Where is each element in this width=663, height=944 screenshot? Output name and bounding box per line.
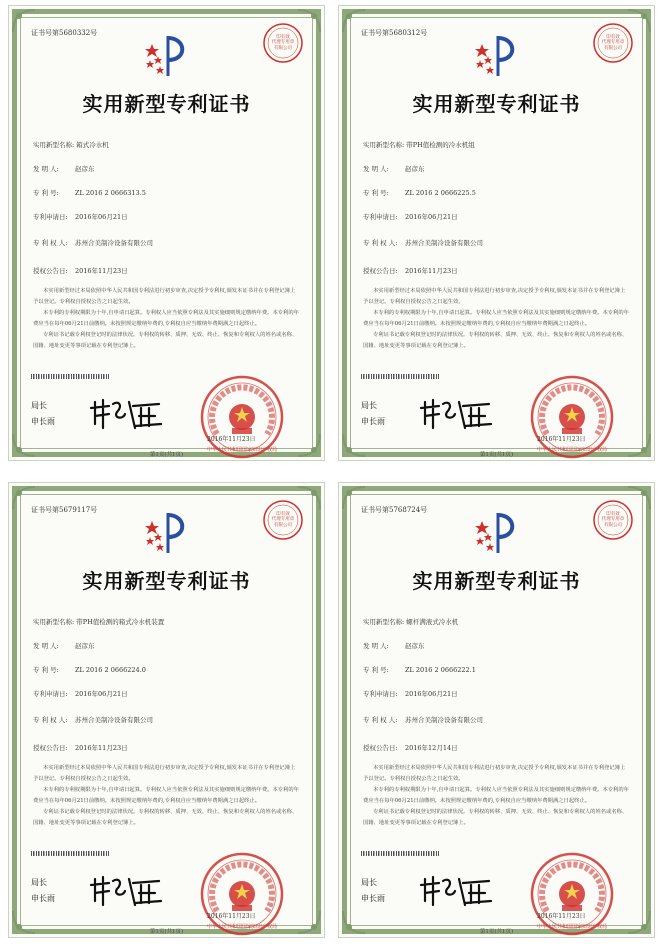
director-title: 局长	[31, 878, 47, 887]
body-paragraph: 专利证书记载专利权登记时的法律状况。专利权的转移、质押、无效、终止、恢复和专利权人的姓名或名称、国籍、地址变更等事项记载在专利登记簿上。	[33, 809, 298, 826]
seal-text: 中华人民共和国国家知识产权局	[536, 923, 607, 930]
director-title: 局长	[361, 401, 377, 410]
field-label: 专利申请日:	[363, 690, 398, 698]
field-label: 授权公告日:	[363, 744, 398, 752]
utility-model-name-row	[33, 140, 109, 149]
agency-stamp-line: 代理专用章	[601, 517, 625, 523]
cnipa-logo-icon	[472, 509, 522, 557]
certificate-number: 证书号第5768724号	[361, 506, 428, 514]
grant-date-row	[363, 743, 458, 752]
grant-date: 2016年11月23日	[75, 267, 128, 275]
patent-certificate	[338, 482, 655, 938]
field-label: 专 利 号:	[363, 666, 389, 674]
inventor-name: 赵彦东	[405, 642, 425, 650]
body-paragraph: 本专利的专利权期限为十年,自申请日起算。专利权人应当依照专利法及其实施细则规定缴纳年费。本专利的年费应当在每年06月21日前缴纳。未按照规定缴纳年费的,专利权自应当缴纳年费期满之日起终止。	[363, 787, 629, 804]
filing-date-row	[363, 212, 458, 221]
agency-stamp	[592, 22, 634, 64]
page-number: 第1页(共1页)	[479, 929, 514, 935]
grant-date-row	[363, 266, 458, 275]
certificate-title: 实用新型专利证书	[82, 569, 251, 593]
agency-stamp-line: 代理专用章	[271, 40, 295, 46]
certificate-number: 证书号第5679117号	[31, 506, 98, 514]
body-paragraph: 专利证书记载专利权登记时的法律状况。专利权的转移、质押、无效、终止、恢复和专利权人的姓名或名称、国籍、地址变更等事项记载在专利登记簿上。	[363, 332, 628, 349]
agency-stamp-line: 有限公司	[604, 45, 622, 51]
official-seal-icon	[199, 374, 285, 460]
utility-model-name: 带PH值检测的箱式冷水机装置	[76, 618, 165, 626]
director-name: 申长雨	[31, 417, 55, 426]
agency-stamp-line: 有限公司	[274, 522, 292, 528]
director-name: 申长雨	[361, 417, 385, 426]
inventor-name: 赵彦东	[75, 642, 95, 650]
seal-text: 中华人民共和国国家知识产权局	[206, 446, 277, 453]
barcode-icon	[31, 851, 109, 856]
director-title: 局长	[361, 878, 377, 887]
grant-date: 2016年12月14日	[405, 744, 458, 752]
field-label: 专 利 号:	[33, 666, 59, 674]
field-label: 实用新型名称:	[363, 141, 405, 149]
certificate-number: 证书号第5680312号	[361, 29, 428, 37]
official-seal-icon	[529, 851, 615, 937]
utility-model-name: 螺杆满液式冷水机	[406, 618, 459, 626]
body-paragraph: 本专利的专利权期限为十年,自申请日起算。专利权人应当依照专利法及其实施细则规定缴纳年费。本专利的年费应当在每年06月21日前缴纳。未按照规定缴纳年费的,专利权自应当缴纳年费期满之日起终止。	[363, 310, 629, 327]
body-paragraph: 专利证书记载专利权登记时的法律状况。专利权的转移、质押、无效、终止、恢复和专利权人的姓名或名称、国籍、地址变更等事项记载在专利登记簿上。	[33, 332, 298, 349]
patent-certificate	[338, 5, 655, 461]
agency-stamp	[262, 499, 304, 541]
utility-model-name-row	[363, 140, 475, 149]
field-label: 实用新型名称:	[33, 618, 75, 626]
patent-number: ZL 2016 2 0666224.0	[75, 666, 146, 674]
field-label: 发 明 人:	[33, 642, 59, 650]
official-seal-icon	[529, 374, 615, 460]
patent-number: ZL 2016 2 0666313.5	[75, 189, 146, 197]
certificate-body	[33, 763, 300, 829]
director-signature-icon	[89, 869, 169, 909]
barcode-icon	[361, 851, 439, 856]
agency-stamp-line: 有限公司	[604, 522, 622, 528]
patentee-name: 苏州合美制冷设备有限公司	[75, 239, 153, 247]
patentee-name: 苏州合美制冷设备有限公司	[75, 716, 153, 724]
barcode-icon	[31, 374, 109, 379]
inventor-row	[33, 164, 95, 173]
utility-model-name: 箱式冷水机	[76, 141, 109, 149]
filing-date-row	[33, 689, 128, 698]
official-seal-icon	[199, 851, 285, 937]
body-paragraph: 本实用新型经过本局依照中华人民共和国专利法进行初步审查,决定授予专利权,颁发本证书并在专利登记簿上予以登记。专利权自授权公告之日起生效。	[33, 765, 296, 782]
certificate-number: 证书号第5680332号	[31, 29, 98, 37]
field-label: 发 明 人:	[363, 642, 389, 650]
seal-date: 2016年11月23日	[537, 913, 586, 920]
grant-date: 2016年11月23日	[405, 267, 458, 275]
field-label: 专 利 权 人:	[33, 239, 68, 247]
certificate-body	[363, 286, 630, 352]
body-paragraph: 本专利的专利权期限为十年,自申请日起算。专利权人应当依照专利法及其实施细则规定缴纳年费。本专利的年费应当在每年06月21日前缴纳。未按照规定缴纳年费的,专利权自应当缴纳年费期满之日起终止。	[33, 310, 299, 327]
director-title: 局长	[31, 401, 47, 410]
certificate-title: 实用新型专利证书	[82, 92, 251, 116]
field-label: 实用新型名称:	[33, 141, 75, 149]
certificate-body	[33, 286, 300, 352]
filing-date: 2016年06月21日	[75, 690, 128, 698]
director-name: 申长雨	[361, 894, 385, 903]
patent-number-row	[363, 665, 476, 674]
barcode-icon	[361, 374, 439, 379]
seal-date: 2016年11月23日	[207, 436, 256, 443]
cnipa-logo-icon	[142, 509, 192, 557]
cnipa-logo-icon	[142, 32, 192, 80]
field-label: 发 明 人:	[363, 165, 389, 173]
utility-model-name: 带PH值检测的冷水机组	[406, 141, 475, 149]
seal-text: 中华人民共和国国家知识产权局	[536, 446, 607, 453]
director-signature-icon	[419, 869, 499, 909]
body-paragraph: 本实用新型经过本局依照中华人民共和国专利法进行初步审查,决定授予专利权,颁发本证书并在专利登记簿上予以登记。专利权自授权公告之日起生效。	[363, 288, 626, 305]
inventor-name: 赵彦东	[75, 165, 95, 173]
filing-date-row	[33, 212, 128, 221]
patent-number-row	[363, 188, 476, 197]
field-label: 专 利 权 人:	[363, 716, 398, 724]
filing-date: 2016年06月21日	[405, 690, 458, 698]
body-paragraph: 本实用新型经过本局依照中华人民共和国专利法进行初步审查,决定授予专利权,颁发本证书并在专利登记簿上予以登记。专利权自授权公告之日起生效。	[33, 288, 296, 305]
director-signature-icon	[89, 392, 169, 432]
patent-number-row	[33, 188, 146, 197]
agency-stamp-line: 有限公司	[274, 45, 292, 51]
field-label: 专 利 权 人:	[33, 716, 68, 724]
grant-date: 2016年11月23日	[75, 744, 128, 752]
director-signature-icon	[419, 392, 499, 432]
agency-stamp-line: 代理专用章	[601, 40, 625, 46]
inventor-name: 赵彦东	[405, 165, 425, 173]
patentee-row	[363, 238, 483, 247]
patentee-row	[33, 715, 153, 724]
filing-date: 2016年06月21日	[75, 213, 128, 221]
agency-stamp-line: 印有效	[276, 512, 290, 518]
body-paragraph: 本专利的专利权期限为十年,自申请日起算。专利权人应当依照专利法及其实施细则规定缴纳年费。本专利的年费应当在每年06月21日前缴纳。未按照规定缴纳年费的,专利权自应当缴纳年费期满之日起终止。	[33, 787, 299, 804]
field-label: 专利申请日:	[33, 213, 68, 221]
body-paragraph: 专利证书记载专利权登记时的法律状况。专利权的转移、质押、无效、终止、恢复和专利权人的姓名或名称、国籍、地址变更等事项记载在专利登记簿上。	[363, 809, 628, 826]
agency-stamp-line: 印有效	[276, 35, 290, 41]
patent-number: ZL 2016 2 0666222.1	[405, 666, 476, 674]
patent-certificate	[8, 5, 325, 461]
page-number: 第1页(共1页)	[149, 452, 184, 458]
field-label: 发 明 人:	[33, 165, 59, 173]
field-label: 专 利 权 人:	[363, 239, 398, 247]
patent-number-row	[33, 665, 146, 674]
body-paragraph: 本实用新型经过本局依照中华人民共和国专利法进行初步审查,决定授予专利权,颁发本证书并在专利登记簿上予以登记。专利权自授权公告之日起生效。	[363, 765, 626, 782]
seal-date: 2016年11月23日	[207, 913, 256, 920]
agency-stamp	[592, 499, 634, 541]
filing-date: 2016年06月21日	[405, 213, 458, 221]
inventor-row	[363, 641, 425, 650]
page-number: 第1页(共1页)	[479, 452, 514, 458]
filing-date-row	[363, 689, 458, 698]
inventor-row	[363, 164, 425, 173]
field-label: 授权公告日:	[33, 267, 68, 275]
patentee-name: 苏州合美制冷设备有限公司	[405, 716, 483, 724]
agency-stamp-line: 代理专用章	[271, 517, 295, 523]
certificate-body	[363, 763, 630, 829]
grant-date-row	[33, 743, 128, 752]
field-label: 专 利 号:	[33, 189, 59, 197]
field-label: 专利申请日:	[33, 690, 68, 698]
utility-model-name-row	[363, 617, 458, 626]
seal-date: 2016年11月23日	[537, 436, 586, 443]
field-label: 授权公告日:	[363, 267, 398, 275]
field-label: 专利申请日:	[363, 213, 398, 221]
field-label: 授权公告日:	[33, 744, 68, 752]
director-name: 申长雨	[31, 894, 55, 903]
field-label: 实用新型名称:	[363, 618, 405, 626]
patent-number: ZL 2016 2 0666225.5	[405, 189, 476, 197]
patentee-row	[363, 715, 483, 724]
seal-text: 中华人民共和国国家知识产权局	[206, 923, 277, 930]
certificate-title: 实用新型专利证书	[412, 92, 581, 116]
cnipa-logo-icon	[472, 32, 522, 80]
grant-date-row	[33, 266, 128, 275]
page-number: 第1页(共1页)	[149, 929, 184, 935]
certificate-title: 实用新型专利证书	[412, 569, 581, 593]
agency-stamp-line: 印有效	[606, 512, 620, 518]
utility-model-name-row	[33, 617, 164, 626]
agency-stamp	[262, 22, 304, 64]
patent-certificate	[8, 482, 325, 938]
patentee-row	[33, 238, 153, 247]
inventor-row	[33, 641, 95, 650]
field-label: 专 利 号:	[363, 189, 389, 197]
agency-stamp-line: 印有效	[606, 35, 620, 41]
patentee-name: 苏州合美制冷设备有限公司	[405, 239, 483, 247]
